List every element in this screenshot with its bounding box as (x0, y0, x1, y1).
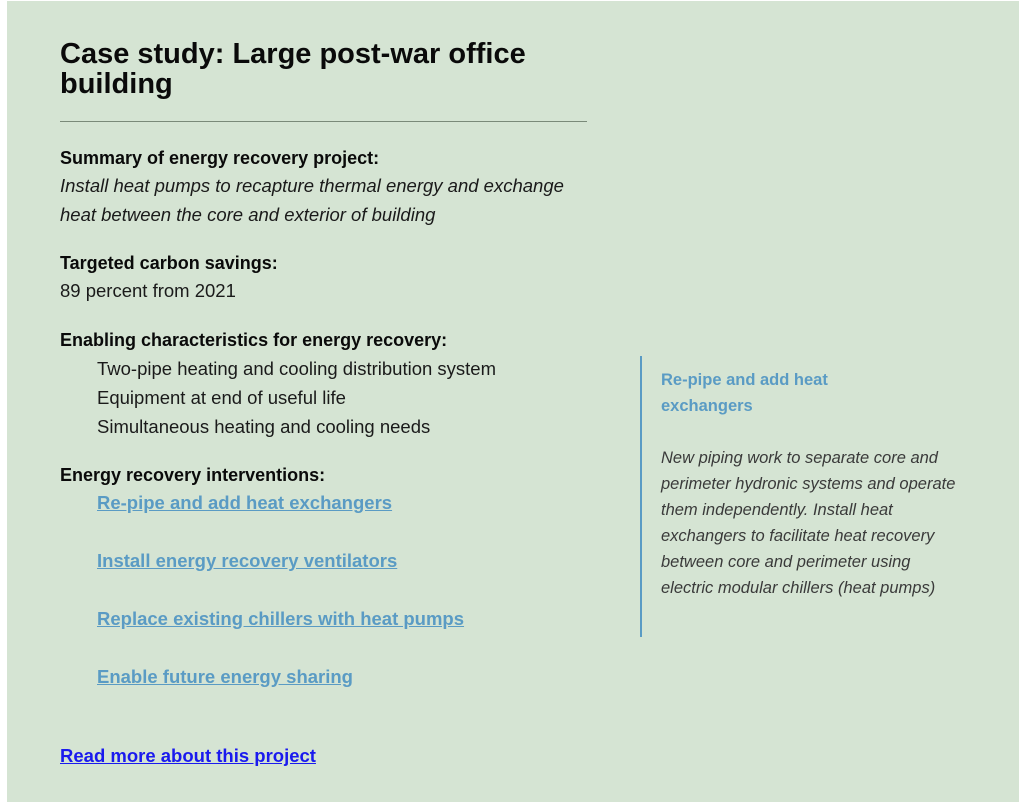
case-study-panel (7, 1, 1019, 802)
list-item (97, 492, 464, 550)
detail-title: Re-pipe and add heat exchangers (661, 371, 828, 415)
intervention-link-erv[interactable]: Install energy recovery ventilators (97, 550, 398, 571)
page-title: Case study: Large post-war office building (60, 38, 526, 100)
detail-body: New piping work to separate core and perimeter hydronic systems and operate them independently. Install heat exchangers to facilitate heat recovery between core and perimeter using electric modular chillers (heat pumps) (661, 449, 956, 597)
list-item (97, 550, 464, 608)
read-more-link[interactable]: Read more about this project (60, 745, 316, 766)
list-item: Equipment at end of useful life (97, 387, 346, 408)
summary-text: Install heat pumps to recapture thermal energy and exchange heat between the core and exterior of building (60, 175, 564, 225)
intervention-link-repipe[interactable]: Re-pipe and add heat exchangers (97, 492, 393, 513)
interventions-list (97, 492, 464, 724)
list-item (97, 608, 464, 666)
summary-label: Summary of energy recovery project: (60, 148, 380, 168)
list-item: Two-pipe heating and cooling distribution system (97, 358, 497, 379)
savings-label: Targeted carbon savings: (60, 253, 278, 273)
intervention-detail-panel (640, 356, 956, 637)
title-divider (60, 121, 587, 122)
list-item: Simultaneous heating and cooling needs (97, 416, 431, 437)
savings-text: 89 percent from 2021 (60, 280, 236, 301)
characteristics-list (97, 354, 496, 441)
characteristics-label: Enabling characteristics for energy recovery: (60, 330, 448, 350)
intervention-link-energy-sharing[interactable]: Enable future energy sharing (97, 666, 353, 687)
list-item (97, 666, 464, 724)
interventions-label: Energy recovery interventions: (60, 465, 326, 485)
intervention-link-chillers[interactable]: Replace existing chillers with heat pumps (97, 608, 465, 629)
